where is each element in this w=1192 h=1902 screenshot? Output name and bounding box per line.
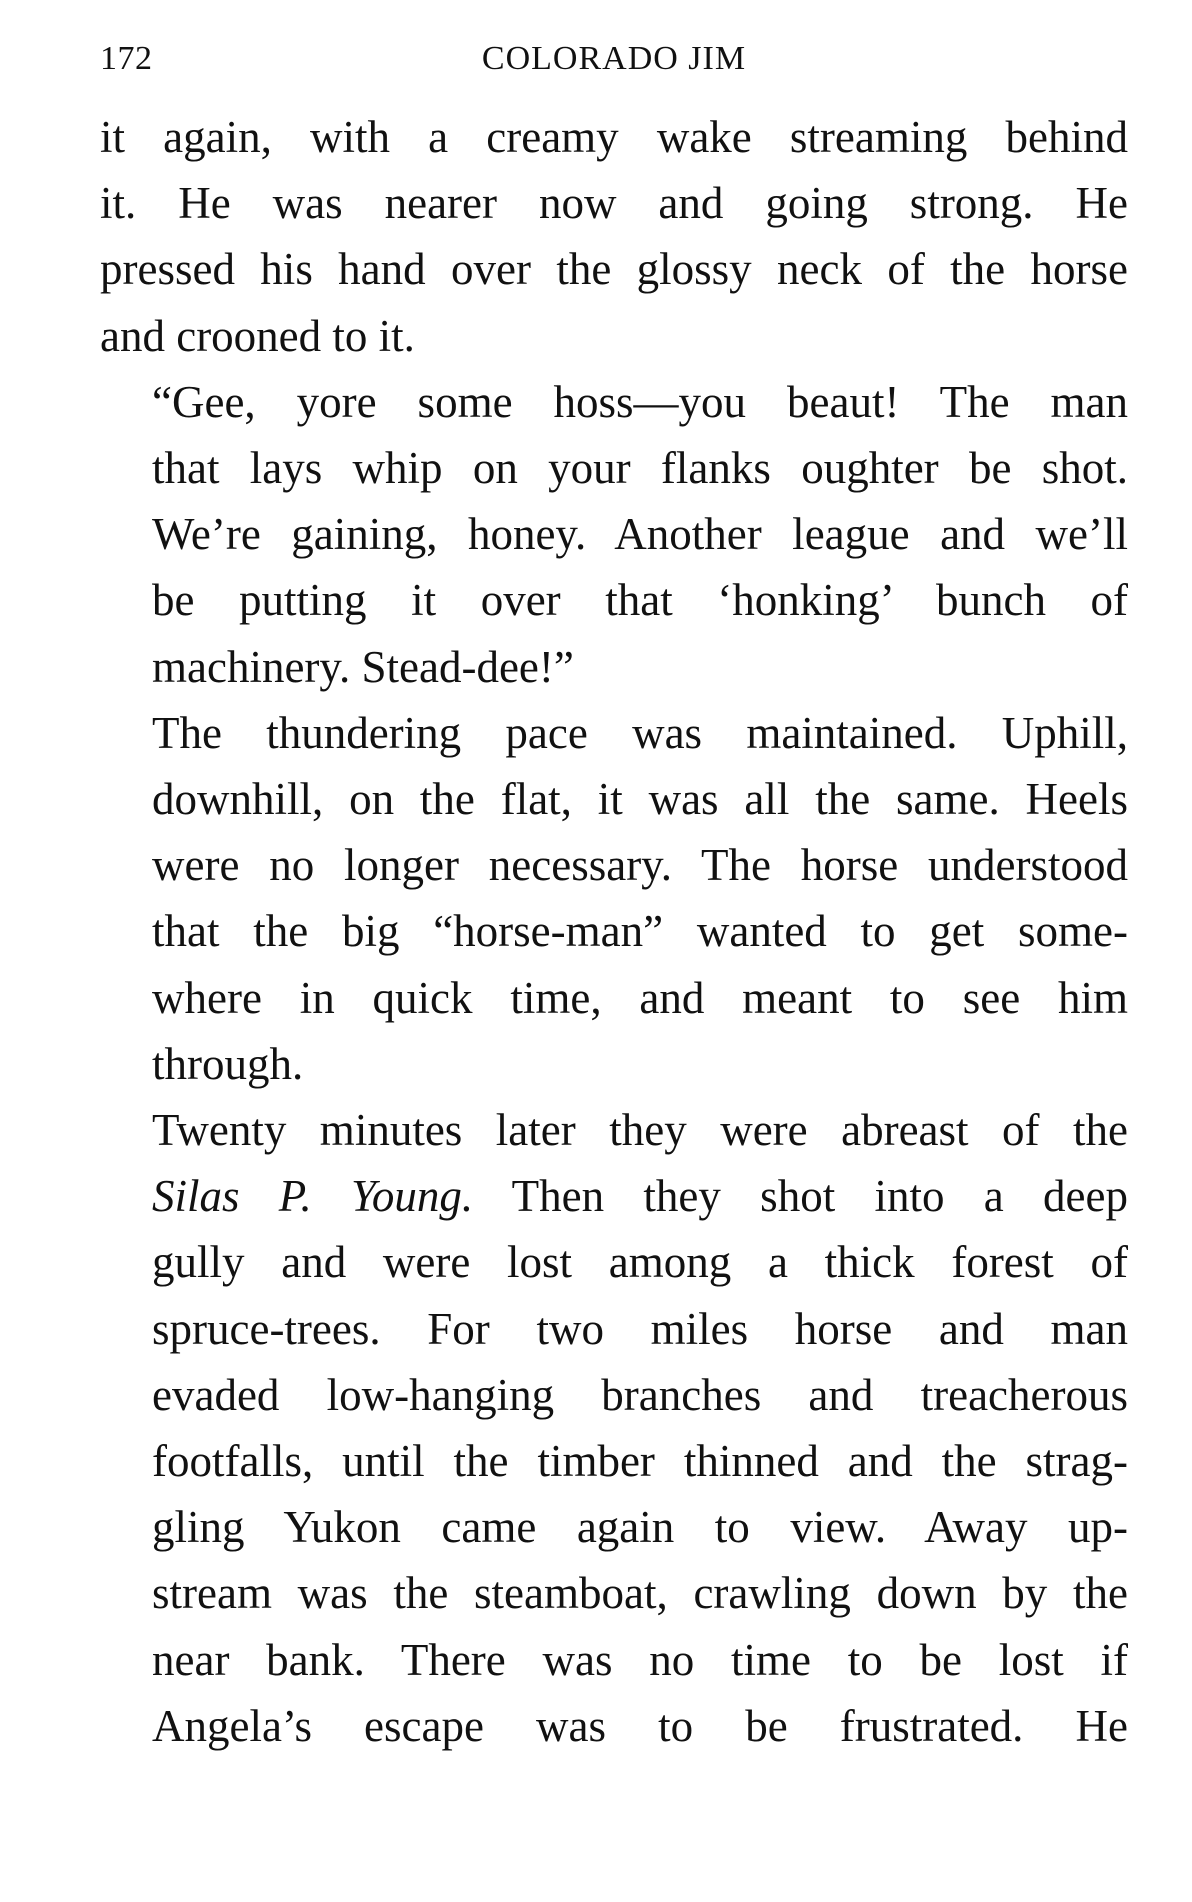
text-line: it again, with a creamy wake streaming behind xyxy=(100,112,1128,162)
text-line: footfalls, until the timber thinned and the strag- xyxy=(152,1436,1128,1487)
text-line: gling Yukon came again to view. Away up- xyxy=(152,1502,1128,1553)
paragraph-2 xyxy=(100,369,1128,700)
text-line: Twenty minutes later they were abreast of the xyxy=(152,1105,1128,1156)
text-line: be putting it over that ‘honking’ bunch of xyxy=(152,575,1128,626)
text-line: where in quick time, and meant to see him xyxy=(152,972,1128,1023)
text-line: that lays whip on your flanks oughter be shot. xyxy=(152,443,1128,494)
ship-name: Silas P. Young. xyxy=(152,1171,474,1222)
text-line: “Gee, yore some hoss—you beaut! The man xyxy=(152,376,1128,427)
text-line: pressed his hand over the glossy neck of the horse xyxy=(100,244,1128,295)
text-line: through. xyxy=(152,1038,304,1089)
paragraph-4 xyxy=(100,1097,1128,1759)
running-title: COLORADO JIM xyxy=(481,40,747,77)
text-line: downhill, on the flat, it was all the same. Heels xyxy=(152,774,1128,825)
paragraph-3 xyxy=(100,700,1128,1097)
text-line: stream was the steamboat, crawling down by the xyxy=(152,1568,1128,1619)
text-line: The thundering pace was maintained. Uphill, xyxy=(152,707,1128,758)
body-text xyxy=(100,104,1128,1759)
text-line: were no longer necessary. The horse understood xyxy=(152,840,1128,891)
book-page xyxy=(100,40,1128,1759)
paragraph-1 xyxy=(100,104,1128,369)
text-line: near bank. There was no time to be lost if xyxy=(152,1634,1128,1685)
text-line: spruce-trees. For two miles horse and man xyxy=(152,1303,1128,1354)
text-line: Angela’s escape was to be frustrated. He xyxy=(152,1700,1128,1751)
text-line: evaded low-hanging branches and treacherous xyxy=(152,1369,1128,1420)
page-number: 172 xyxy=(100,40,153,77)
text-line: that the big “horse-man” wanted to get some- xyxy=(152,906,1128,957)
text-line-with-ship-name xyxy=(100,1163,1128,1229)
text-line: and crooned to it. xyxy=(100,310,415,361)
text-line: machinery. Stead-dee!” xyxy=(152,641,574,692)
text-line-rest: Then they shot into a deep xyxy=(473,1171,1128,1222)
running-head xyxy=(100,40,1128,104)
text-line: it. He was nearer now and going strong. He xyxy=(100,178,1128,229)
text-line: gully and were lost among a thick forest of xyxy=(152,1237,1128,1288)
text-line: We’re gaining, honey. Another league and we’ll xyxy=(152,509,1128,560)
